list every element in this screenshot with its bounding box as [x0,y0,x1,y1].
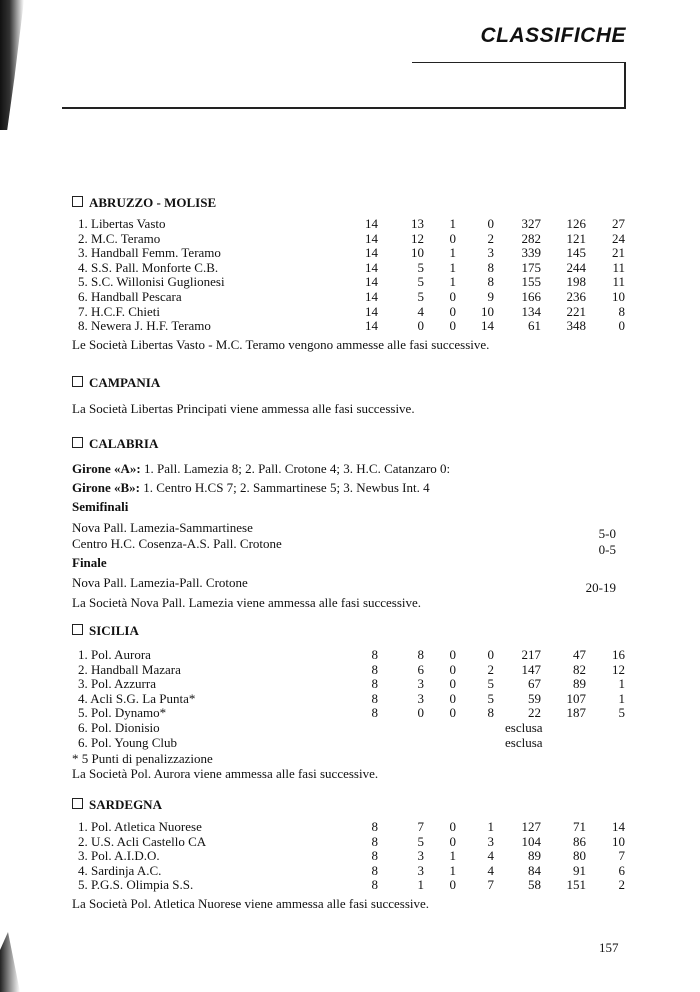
section-title: ABRUZZO - MOLISE [89,195,217,210]
girone-a [72,461,450,477]
lost-cell: 8 [487,274,494,290]
section-note: La Società Pol. Atletica Nuorese viene ammessa alle fasi successive. [72,896,430,911]
table-row [78,260,628,275]
drawn-cell: 1 [449,245,456,261]
team-name: 3. Pol. Azzurra [78,676,156,692]
table-row [78,647,628,662]
goals-for-cell: 134 [521,303,541,319]
goals-against-cell: 107 [566,690,586,706]
played-cell: 14 [365,230,378,246]
semifinali-label: Semifinali [72,499,129,514]
won-cell: 5 [417,833,424,849]
table-row [78,274,628,289]
drawn-cell: 1 [449,259,456,275]
goals-for-cell: 89 [528,848,541,864]
played-cell: 8 [371,819,378,834]
drawn-cell: 0 [449,676,456,692]
won-cell: 8 [417,647,424,662]
section-note: La Società Pol. Aurora viene ammessa alle fasi successive. [72,766,379,781]
team-name: 4. S.S. Pall. Monforte C.B. [78,259,219,275]
goals-for-cell: 282 [521,230,541,246]
goals-against-cell: 151 [566,877,586,893]
girone-b [72,480,430,496]
match-result: 5-0 [598,526,616,541]
drawn-cell: 1 [449,216,456,231]
played-cell: 8 [371,647,378,662]
section-title: SARDEGNA [89,797,162,812]
drawn-cell: 0 [449,661,456,677]
section-title: SICILIA [89,623,139,638]
page-number: 157 [599,940,619,955]
points-cell: 11 [612,274,625,290]
goals-against-cell: 82 [573,661,586,677]
played-cell: 14 [365,289,378,304]
team-name: 7. H.C.F. Chieti [78,303,161,319]
table-row [78,735,628,750]
team-name: 2. Handball Mazara [78,661,181,677]
team-name: 1. Pol. Atletica Nuorese [78,819,202,834]
scan-artifact [0,932,20,992]
checkbox-icon [72,437,83,448]
table-row [78,231,628,246]
won-cell: 0 [417,705,424,721]
points-cell: 8 [618,303,625,319]
won-cell: 3 [417,862,424,878]
goals-for-cell: 58 [528,877,541,893]
table-row [78,691,628,706]
points-cell: 12 [612,661,625,677]
played-cell: 8 [371,661,378,677]
won-cell: 3 [417,848,424,864]
played-cell: 14 [365,245,378,261]
goals-for-cell: 147 [521,661,541,677]
points-cell: 27 [612,216,625,231]
lost-cell: 9 [487,289,494,304]
won-cell: 5 [417,274,424,290]
goals-against-cell: 121 [566,230,586,246]
goals-against-cell: 89 [573,676,586,692]
points-cell: 0 [618,318,625,334]
goals-against-cell: 187 [566,705,586,721]
won-cell: 6 [417,661,424,677]
header-rule [624,62,626,108]
goals-for-cell: 84 [528,862,541,878]
table-row [78,318,628,333]
team-status: esclusa [505,720,543,735]
goals-against-cell: 71 [573,819,586,834]
won-cell: 1 [417,877,424,893]
table-row [78,863,628,878]
table-row [78,304,628,319]
points-cell: 21 [612,245,625,261]
won-cell: 7 [417,819,424,834]
goals-for-cell: 59 [528,690,541,706]
goals-against-cell: 198 [566,274,586,290]
goals-for-cell: 175 [521,259,541,275]
won-cell: 12 [411,230,424,246]
lost-cell: 4 [487,862,494,878]
drawn-cell: 0 [449,690,456,706]
lost-cell: 1 [487,819,494,834]
team-name: 8. Newera J. H.F. Teramo [78,318,211,334]
won-cell: 3 [417,676,424,692]
checkbox-icon [72,798,83,809]
lost-cell: 2 [487,661,494,677]
team-name: 3. Pol. A.I.D.O. [78,848,160,864]
lost-cell: 8 [487,259,494,275]
goals-for-cell: 104 [521,833,541,849]
goals-against-cell: 145 [566,245,586,261]
won-cell: 5 [417,289,424,304]
team-name: 6. Pol. Dionisio [78,720,160,735]
played-cell: 14 [365,303,378,319]
checkbox-icon [72,196,83,207]
girone-label: Girone «A»: [72,461,141,476]
points-cell: 7 [618,848,625,864]
table-row [78,289,628,304]
won-cell: 13 [411,216,424,231]
goals-against-cell: 221 [566,303,586,319]
team-name: 5. S.C. Willonisi Guglionesi [78,274,225,290]
section-title: CALABRIA [89,436,159,451]
lost-cell: 14 [481,318,494,334]
goals-for-cell: 127 [521,819,541,834]
won-cell: 3 [417,690,424,706]
girone-results: 1. Pall. Lamezia 8; 2. Pall. Crotone 4; 3. H.C. Catanzaro 0: [140,461,451,476]
lost-cell: 7 [487,877,494,893]
points-cell: 10 [612,833,625,849]
points-cell: 10 [612,289,625,304]
drawn-cell: 1 [449,848,456,864]
table-row [78,245,628,260]
drawn-cell: 1 [449,274,456,290]
drawn-cell: 0 [449,833,456,849]
points-cell: 14 [612,819,625,834]
section-heading-sicilia [72,623,139,639]
goals-for-cell: 61 [528,318,541,334]
checkbox-icon [72,376,83,387]
played-cell: 14 [365,274,378,290]
points-cell: 16 [612,647,625,662]
points-cell: 11 [612,259,625,275]
table-row [78,834,628,849]
lost-cell: 10 [481,303,494,319]
goals-against-cell: 80 [573,848,586,864]
goals-for-cell: 166 [521,289,541,304]
won-cell: 4 [417,303,424,319]
played-cell: 8 [371,848,378,864]
lost-cell: 3 [487,833,494,849]
drawn-cell: 0 [449,705,456,721]
table-row [78,848,628,863]
scan-artifact [0,0,24,130]
header-rule [412,62,626,63]
goals-against-cell: 236 [566,289,586,304]
drawn-cell: 0 [449,819,456,834]
table-row [78,720,628,735]
drawn-cell: 1 [449,862,456,878]
lost-cell: 5 [487,690,494,706]
finale-label: Finale [72,555,107,570]
lost-cell: 2 [487,230,494,246]
played-cell: 14 [365,259,378,275]
lost-cell: 0 [487,647,494,662]
lost-cell: 5 [487,676,494,692]
goals-for-cell: 339 [521,245,541,261]
team-name: 6. Pol. Young Club [78,735,177,750]
won-cell: 10 [411,245,424,261]
section-heading-calabria [72,436,158,452]
match: Nova Pall. Lamezia-Pall. Crotone [72,575,248,590]
goals-for-cell: 22 [528,705,541,721]
drawn-cell: 0 [449,289,456,304]
drawn-cell: 0 [449,230,456,246]
goals-against-cell: 348 [566,318,586,334]
goals-against-cell: 91 [573,862,586,878]
lost-cell: 0 [487,216,494,231]
section-heading-abruzzo [72,195,216,211]
team-name: 6. Handball Pescara [78,289,182,304]
drawn-cell: 0 [449,647,456,662]
section-heading-sardegna [72,797,162,813]
points-cell: 5 [618,705,625,721]
points-cell: 6 [618,862,625,878]
table-row [78,819,628,834]
drawn-cell: 0 [449,303,456,319]
match-result: 20-19 [585,580,616,595]
section-note: La Società Libertas Principati viene ammessa alle fasi successive. [72,401,415,416]
goals-against-cell: 244 [566,259,586,275]
lost-cell: 8 [487,705,494,721]
goals-for-cell: 217 [521,647,541,662]
played-cell: 8 [371,705,378,721]
won-cell: 5 [417,259,424,275]
page-title: CLASSIFICHE [480,24,626,47]
goals-against-cell: 47 [573,647,586,662]
played-cell: 8 [371,676,378,692]
goals-for-cell: 67 [528,676,541,692]
lost-cell: 4 [487,848,494,864]
girone-label: Girone «B»: [72,480,141,495]
table-row [78,662,628,677]
goals-for-cell: 155 [521,274,541,290]
table-row [78,705,628,720]
points-cell: 1 [618,676,625,692]
played-cell: 8 [371,877,378,893]
table-row [78,216,628,231]
girone-results: 1. Centro H.CS 7; 2. Sammartinese 5; 3. Newbus Int. 4 [140,480,430,495]
team-name: 4. Sardinja A.C. [78,862,162,878]
points-cell: 24 [612,230,625,246]
team-name: 1. Libertas Vasto [78,216,166,231]
header-rule [62,107,626,109]
team-name: 5. P.G.S. Olimpia S.S. [78,877,194,893]
section-note: Le Società Libertas Vasto - M.C. Teramo vengono ammesse alle fasi successive. [72,337,490,352]
team-name: 4. Acli S.G. La Punta* [78,690,196,706]
played-cell: 14 [365,216,378,231]
match-result: 0-5 [598,542,616,557]
won-cell: 0 [417,318,424,334]
played-cell: 8 [371,690,378,706]
section-heading-campania [72,375,160,391]
table-row [78,877,628,892]
team-name: 1. Pol. Aurora [78,647,151,662]
goals-against-cell: 86 [573,833,586,849]
match: Nova Pall. Lamezia-Sammartinese [72,520,253,535]
section-title: CAMPANIA [89,375,161,390]
lost-cell: 3 [487,245,494,261]
goals-against-cell: 126 [566,216,586,231]
section-note: La Società Nova Pall. Lamezia viene ammessa alle fasi successive. [72,595,422,610]
played-cell: 14 [365,318,378,334]
drawn-cell: 0 [449,318,456,334]
team-name: 3. Handball Femm. Teramo [78,245,221,261]
played-cell: 8 [371,862,378,878]
team-status: esclusa [505,735,543,750]
footnote: * 5 Punti di penalizzazione [72,751,213,766]
checkbox-icon [72,624,83,635]
points-cell: 1 [618,690,625,706]
team-name: 2. U.S. Acli Castello CA [78,833,207,849]
goals-for-cell: 327 [521,216,541,231]
match: Centro H.C. Cosenza-A.S. Pall. Crotone [72,536,282,551]
table-row [78,676,628,691]
drawn-cell: 0 [449,877,456,893]
points-cell: 2 [618,877,625,893]
team-name: 5. Pol. Dynamo* [78,705,167,721]
team-name: 2. M.C. Teramo [78,230,161,246]
played-cell: 8 [371,833,378,849]
